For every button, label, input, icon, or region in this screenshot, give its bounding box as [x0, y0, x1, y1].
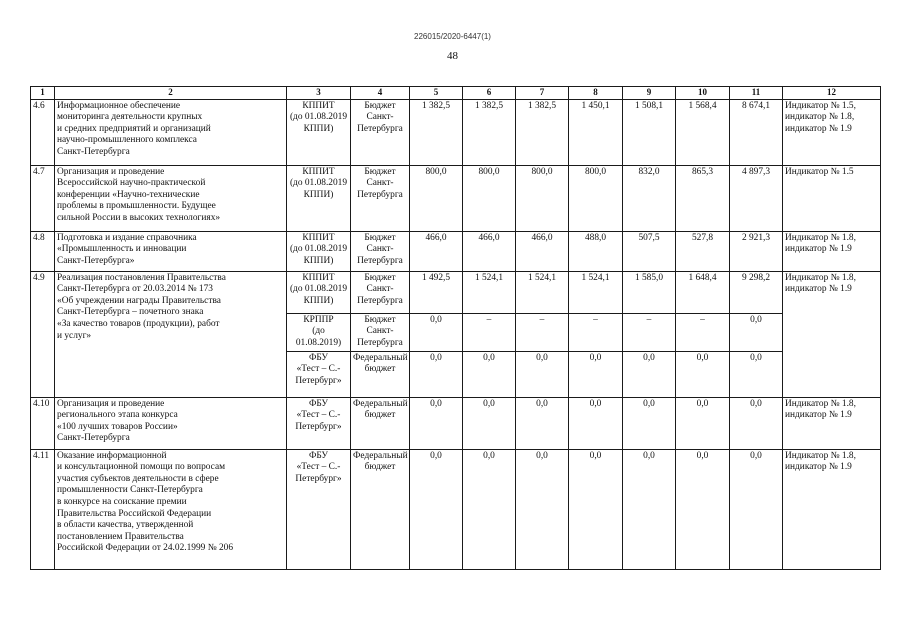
- value-cell: 0,0: [623, 397, 676, 449]
- table-row: [31, 449, 881, 569]
- value-cell: 0,0: [676, 397, 730, 449]
- value-cell: 0,0: [410, 313, 463, 351]
- value-cell: 800,0: [569, 165, 623, 231]
- executor-cell: ФБУ «Тест – С.- Петербург»: [287, 351, 351, 397]
- indicator-cell: Индикатор № 1.8, индикатор № 1.9: [783, 449, 881, 569]
- funding-source-cell: Федеральный бюджет: [351, 449, 410, 569]
- value-cell: 1 492,5: [410, 271, 463, 313]
- value-cell: 0,0: [516, 351, 569, 397]
- value-cell: 0,0: [730, 351, 783, 397]
- value-cell: 0,0: [569, 397, 623, 449]
- value-cell: 0,0: [410, 351, 463, 397]
- value-cell: 488,0: [569, 231, 623, 271]
- value-cell: –: [516, 313, 569, 351]
- header-cell: 1: [31, 87, 55, 100]
- value-cell: –: [676, 313, 730, 351]
- table-row: [31, 271, 881, 313]
- table-row: [31, 397, 881, 449]
- value-cell: 0,0: [516, 397, 569, 449]
- header-cell: 11: [730, 87, 783, 100]
- executor-cell: КППИТ (до 01.08.2019 КППИ): [287, 165, 351, 231]
- value-cell: 0,0: [730, 397, 783, 449]
- value-cell: 1 524,1: [463, 271, 516, 313]
- program-activities-table: [30, 86, 881, 570]
- value-cell: 865,3: [676, 165, 730, 231]
- value-cell: 0,0: [410, 449, 463, 569]
- indicator-cell: Индикатор № 1.8, индикатор № 1.9: [783, 231, 881, 271]
- activity-name: Оказание информационной и консультационной помощи по вопросам участия субъектов деятельности в сфере промышленности Санкт-Петербурга в конкурсе на соискание премии Правительства Российской Федерации в области качества, утвержденной постановлением Правительства Российской Федерации от 24.02.1999 № 206: [55, 449, 287, 569]
- value-cell: 4 897,3: [730, 165, 783, 231]
- value-cell: 507,5: [623, 231, 676, 271]
- value-cell: 466,0: [410, 231, 463, 271]
- row-number: 4.7: [31, 165, 55, 231]
- value-cell: 0,0: [463, 351, 516, 397]
- header-cell: 5: [410, 87, 463, 100]
- funding-source-cell: Бюджет Санкт- Петербурга: [351, 165, 410, 231]
- executor-cell: КППИТ (до 01.08.2019 КППИ): [287, 99, 351, 165]
- header-cell: 2: [55, 87, 287, 100]
- row-number: 4.9: [31, 271, 55, 397]
- value-cell: 0,0: [730, 449, 783, 569]
- value-cell: 8 674,1: [730, 99, 783, 165]
- value-cell: 1 524,1: [516, 271, 569, 313]
- value-cell: 0,0: [569, 449, 623, 569]
- value-cell: 1 524,1: [569, 271, 623, 313]
- value-cell: 1 568,4: [676, 99, 730, 165]
- value-cell: 0,0: [410, 397, 463, 449]
- row-number: 4.11: [31, 449, 55, 569]
- indicator-cell: Индикатор № 1.5, индикатор № 1.8, индикатор № 1.9: [783, 99, 881, 165]
- value-cell: 1 648,4: [676, 271, 730, 313]
- table-row: [31, 99, 881, 165]
- value-cell: 0,0: [730, 313, 783, 351]
- funding-source-cell: Федеральный бюджет: [351, 351, 410, 397]
- indicator-cell: Индикатор № 1.8, индикатор № 1.9: [783, 397, 881, 449]
- value-cell: 800,0: [516, 165, 569, 231]
- value-cell: 1 382,5: [463, 99, 516, 165]
- row-number: 4.10: [31, 397, 55, 449]
- activity-name: Организация и проведение Всероссийской научно-практической конференции «Научно-технические проблемы в промышленности. Будущее сильной России в высоких технологиях»: [55, 165, 287, 231]
- executor-cell: ФБУ «Тест – С.- Петербург»: [287, 449, 351, 569]
- funding-source-cell: Бюджет Санкт- Петербурга: [351, 231, 410, 271]
- value-cell: 0,0: [623, 351, 676, 397]
- table-row: [31, 165, 881, 231]
- value-cell: –: [623, 313, 676, 351]
- activity-name: Информационное обеспечение мониторинга деятельности крупных и средних предприятий и организаций научно-промышленного комплекса Санкт-Петербурга: [55, 99, 287, 165]
- executor-cell: ФБУ «Тест – С.- Петербург»: [287, 397, 351, 449]
- header-cell: 8: [569, 87, 623, 100]
- value-cell: 466,0: [463, 231, 516, 271]
- header-cell: 12: [783, 87, 881, 100]
- value-cell: 1 508,1: [623, 99, 676, 165]
- value-cell: 9 298,2: [730, 271, 783, 313]
- funding-source-cell: Бюджет Санкт- Петербурга: [351, 271, 410, 313]
- value-cell: 527,8: [676, 231, 730, 271]
- funding-source-cell: Федеральный бюджет: [351, 397, 410, 449]
- funding-source-cell: Бюджет Санкт- Петербурга: [351, 99, 410, 165]
- value-cell: 0,0: [516, 449, 569, 569]
- value-cell: –: [463, 313, 516, 351]
- header-cell: 9: [623, 87, 676, 100]
- value-cell: 1 450,1: [569, 99, 623, 165]
- header-cell: 4: [351, 87, 410, 100]
- executor-cell: КРППР (до 01.08.2019): [287, 313, 351, 351]
- value-cell: 0,0: [463, 449, 516, 569]
- value-cell: 800,0: [463, 165, 516, 231]
- value-cell: 466,0: [516, 231, 569, 271]
- value-cell: 1 382,5: [516, 99, 569, 165]
- indicator-cell: Индикатор № 1.5: [783, 165, 881, 231]
- value-cell: 2 921,3: [730, 231, 783, 271]
- value-cell: 1 382,5: [410, 99, 463, 165]
- header-cell: 10: [676, 87, 730, 100]
- header-cell: 7: [516, 87, 569, 100]
- row-number: 4.6: [31, 99, 55, 165]
- header-cell: 3: [287, 87, 351, 100]
- value-cell: 0,0: [569, 351, 623, 397]
- activity-name: Реализация постановления Правительства Санкт-Петербурга от 20.03.2014 № 173 «Об учреждении награды Правительства Санкт-Петербурга – почетного знака «За качество товаров (продукции), работ и услуг»: [55, 271, 287, 397]
- funding-source-cell: Бюджет Санкт- Петербурга: [351, 313, 410, 351]
- value-cell: 1 585,0: [623, 271, 676, 313]
- executor-cell: КППИТ (до 01.08.2019 КППИ): [287, 231, 351, 271]
- activity-name: Организация и проведение регионального этапа конкурса «100 лучших товаров России» Санкт-Петербурга: [55, 397, 287, 449]
- header-cell: 6: [463, 87, 516, 100]
- indicator-cell: Индикатор № 1.8, индикатор № 1.9: [783, 271, 881, 397]
- document-id: 226015/2020-6447(1): [414, 32, 491, 41]
- value-cell: 0,0: [463, 397, 516, 449]
- value-cell: 800,0: [410, 165, 463, 231]
- page-number: 48: [447, 50, 458, 62]
- value-cell: –: [569, 313, 623, 351]
- value-cell: 0,0: [676, 351, 730, 397]
- activity-name: Подготовка и издание справочника «Промышленность и инновации Санкт-Петербурга»: [55, 231, 287, 271]
- header-row: [31, 87, 881, 100]
- row-number: 4.8: [31, 231, 55, 271]
- value-cell: 832,0: [623, 165, 676, 231]
- executor-cell: КППИТ (до 01.08.2019 КППИ): [287, 271, 351, 313]
- table-row: [31, 231, 881, 271]
- value-cell: 0,0: [623, 449, 676, 569]
- value-cell: 0,0: [676, 449, 730, 569]
